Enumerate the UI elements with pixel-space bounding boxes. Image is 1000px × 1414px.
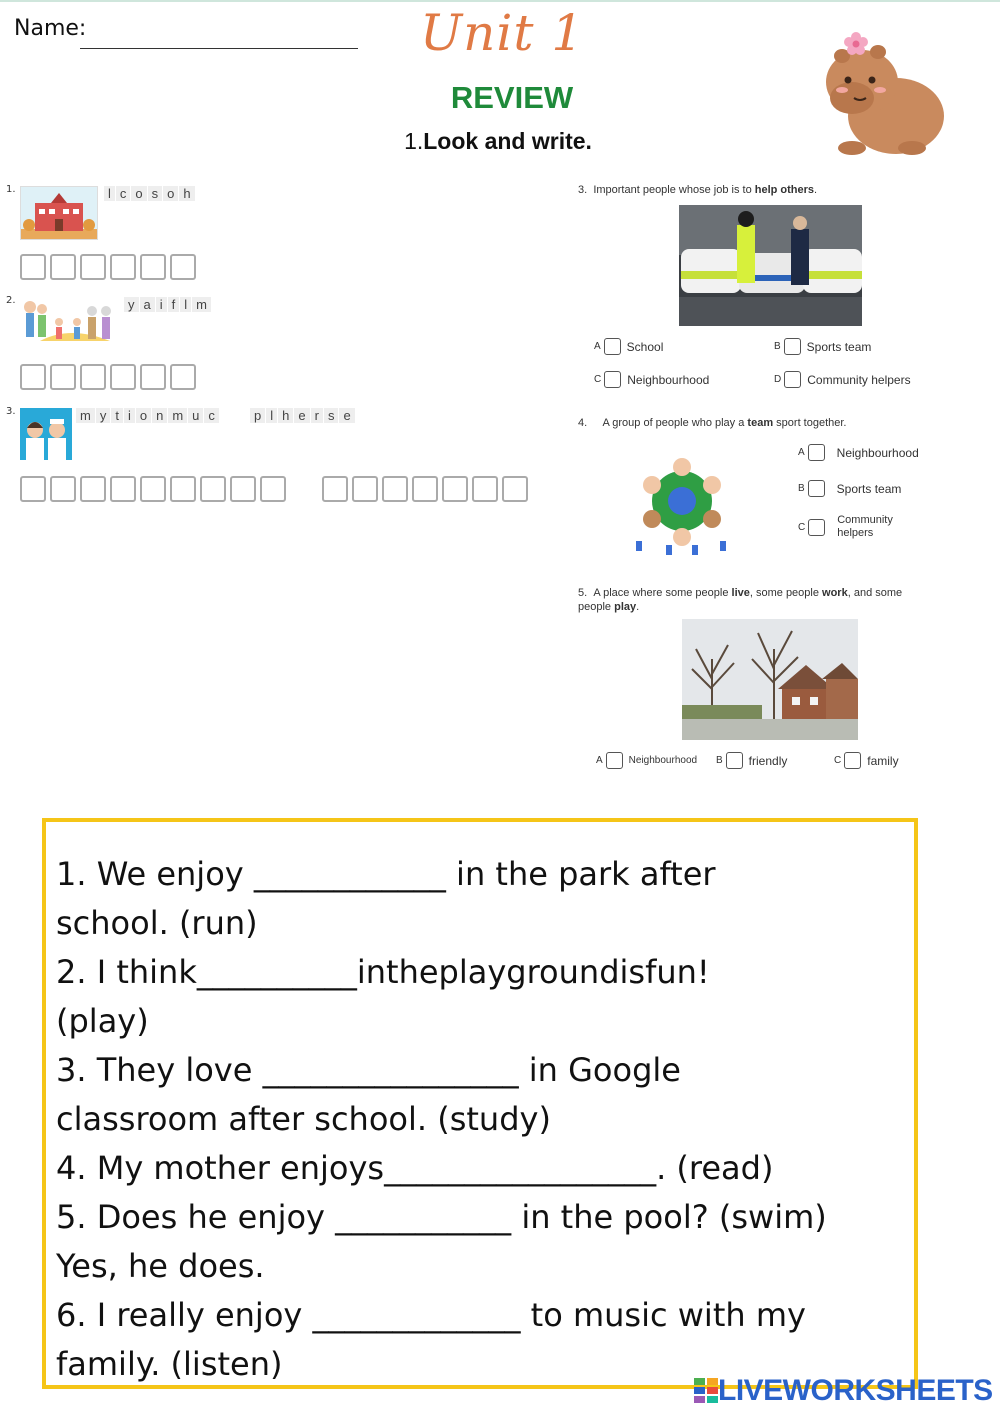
letter-box[interactable] bbox=[472, 476, 498, 502]
letter-box[interactable] bbox=[50, 254, 76, 280]
letter-box[interactable] bbox=[140, 476, 166, 502]
q5-option-b[interactable]: B friendly bbox=[716, 753, 788, 768]
item-3-number: 3. bbox=[6, 406, 16, 417]
letter-box[interactable] bbox=[110, 254, 136, 280]
exercise-line: family. (listen) bbox=[56, 1345, 283, 1383]
letter-box[interactable] bbox=[170, 476, 196, 502]
q3-option-a[interactable]: A School bbox=[594, 339, 664, 354]
item-3-answer-boxes-2[interactable] bbox=[322, 476, 532, 502]
checkbox bbox=[784, 371, 801, 388]
q5-option-c[interactable]: C family bbox=[834, 753, 899, 768]
q5-text: 5. A place where some people live, some people work, and some people play. bbox=[578, 587, 903, 613]
name-field[interactable] bbox=[80, 48, 358, 49]
scrambled-letter: i bbox=[156, 297, 167, 312]
scrambled-letter: l bbox=[104, 186, 115, 201]
neighbourhood-photo bbox=[682, 619, 858, 740]
letter-box[interactable] bbox=[50, 364, 76, 390]
exercise-line[interactable]: 1. We enjoy ____________ in the park after bbox=[56, 855, 716, 893]
scrambled-letter: s bbox=[324, 408, 339, 423]
letter-box[interactable] bbox=[170, 254, 196, 280]
letter-box[interactable] bbox=[110, 364, 136, 390]
exercise-line[interactable]: 5. Does he enjoy ___________ in the pool? (swim) bbox=[56, 1198, 827, 1236]
scrambled-letter: h bbox=[179, 186, 194, 201]
scrambled-letter: t bbox=[111, 408, 123, 423]
scrambled-letter: p bbox=[250, 408, 265, 423]
letter-box[interactable] bbox=[260, 476, 286, 502]
letter-box[interactable] bbox=[20, 254, 46, 280]
item-3-answer-boxes[interactable] bbox=[20, 476, 290, 502]
exercise-line[interactable]: 3. They love ________________ in Google bbox=[56, 1051, 681, 1089]
exercise-line[interactable]: 2. I think__________intheplaygroundisfun! bbox=[56, 953, 710, 991]
letter-box[interactable] bbox=[442, 476, 468, 502]
brand-name: LIVEWORKSHEETS bbox=[718, 1374, 993, 1407]
letter-box[interactable] bbox=[502, 476, 528, 502]
scrambled-letter: o bbox=[163, 186, 178, 201]
letter-box[interactable] bbox=[322, 476, 348, 502]
scrambled-letter: f bbox=[168, 297, 180, 312]
q4-text: 4. A group of people who play a team sport together. bbox=[578, 417, 847, 429]
scrambled-letter: s bbox=[148, 186, 163, 201]
doctors-picture bbox=[20, 408, 72, 460]
police-photo bbox=[679, 205, 862, 326]
exercise-line: school. (run) bbox=[56, 904, 258, 942]
flower-icon bbox=[844, 32, 868, 55]
scrambled-letter: c bbox=[116, 186, 131, 201]
scrambled-letter: n bbox=[152, 408, 167, 423]
scrambled-letter: h bbox=[278, 408, 293, 423]
item-1-answer-boxes[interactable] bbox=[20, 254, 200, 280]
letter-box[interactable] bbox=[352, 476, 378, 502]
team-picture bbox=[626, 445, 738, 557]
scrambled-letter: o bbox=[131, 186, 146, 201]
school-picture bbox=[20, 186, 98, 240]
q3-text: 3. Important people whose job is to help others. bbox=[578, 184, 818, 196]
item-1-number: 1. bbox=[6, 184, 16, 195]
checkbox bbox=[844, 752, 861, 769]
scrambled-letter: o bbox=[136, 408, 151, 423]
q5-option-a[interactable]: A Neighbourhood bbox=[596, 752, 697, 769]
exercise-sentences bbox=[56, 850, 906, 1389]
scrambled-letter: l bbox=[266, 408, 277, 423]
scrambled-letter: y bbox=[96, 408, 111, 423]
scrambled-letter: r bbox=[311, 408, 323, 423]
unit-title: Unit 1 bbox=[420, 4, 585, 62]
scrambled-letter: a bbox=[140, 297, 155, 312]
letter-box[interactable] bbox=[50, 476, 76, 502]
scrambled-letter: m bbox=[168, 408, 187, 423]
item-2-number: 2. bbox=[6, 295, 16, 306]
scrambled-letter: u bbox=[188, 408, 203, 423]
exercise-line: (play) bbox=[56, 1002, 149, 1040]
checkbox bbox=[726, 752, 743, 769]
letter-box[interactable] bbox=[110, 476, 136, 502]
checkbox bbox=[784, 338, 801, 355]
scrambled-letter: i bbox=[124, 408, 135, 423]
instruction-number: 1. bbox=[404, 128, 424, 154]
letter-box[interactable] bbox=[170, 364, 196, 390]
letter-box[interactable] bbox=[382, 476, 408, 502]
item-2-letters bbox=[124, 297, 212, 312]
item-2-answer-boxes[interactable] bbox=[20, 364, 200, 390]
instruction-text: Look and write. bbox=[423, 128, 592, 154]
item-3-letters bbox=[76, 408, 220, 423]
scrambled-letter: c bbox=[204, 408, 219, 423]
letter-box[interactable] bbox=[200, 476, 226, 502]
exercise-line[interactable]: 4. My mother enjoys_________________. (read) bbox=[56, 1149, 774, 1187]
checkbox bbox=[604, 371, 621, 388]
review-heading: REVIEW bbox=[450, 80, 574, 115]
q4-option-a[interactable]: A Neighbourhood bbox=[798, 445, 919, 460]
q3-option-d[interactable]: D Community helpers bbox=[774, 372, 911, 387]
scrambled-letter: y bbox=[124, 297, 139, 312]
letter-box[interactable] bbox=[230, 476, 256, 502]
letter-box[interactable] bbox=[80, 476, 106, 502]
family-picture bbox=[20, 297, 118, 349]
letter-box[interactable] bbox=[80, 254, 106, 280]
exercise-line: classroom after school. (study) bbox=[56, 1100, 551, 1138]
checkbox bbox=[808, 444, 825, 461]
q4-option-c[interactable]: C Community helpers bbox=[798, 514, 893, 539]
letter-box[interactable] bbox=[140, 364, 166, 390]
q3-option-c[interactable]: C Neighbourhood bbox=[594, 372, 710, 387]
letter-box[interactable] bbox=[412, 476, 438, 502]
scrambled-letter: e bbox=[339, 408, 354, 423]
letter-box[interactable] bbox=[20, 476, 46, 502]
checkbox bbox=[606, 752, 623, 769]
capybara-illustration bbox=[812, 24, 952, 164]
scrambled-letter: e bbox=[294, 408, 309, 423]
liveworksheets-logo bbox=[694, 1374, 993, 1408]
top-divider bbox=[0, 0, 1000, 2]
scrambled-letter: m bbox=[192, 297, 211, 312]
exercise-line: Yes, he does. bbox=[56, 1247, 265, 1285]
checkbox bbox=[808, 480, 825, 497]
scrambled-letter: l bbox=[180, 297, 191, 312]
exercise-line[interactable]: 6. I really enjoy _____________ to music with my bbox=[56, 1296, 806, 1334]
checkbox bbox=[808, 519, 825, 536]
q4-option-b[interactable]: B Sports team bbox=[798, 481, 902, 496]
item-3-letters-2 bbox=[250, 408, 356, 423]
letter-box[interactable] bbox=[80, 364, 106, 390]
scrambled-letter: m bbox=[76, 408, 95, 423]
liveworksheets-icon bbox=[694, 1378, 718, 1404]
q3-option-b[interactable]: B Sports team bbox=[774, 339, 872, 354]
letter-box[interactable] bbox=[140, 254, 166, 280]
item-1-letters bbox=[104, 186, 196, 201]
checkbox bbox=[604, 338, 621, 355]
name-label: Name: bbox=[14, 16, 87, 41]
letter-box[interactable] bbox=[20, 364, 46, 390]
